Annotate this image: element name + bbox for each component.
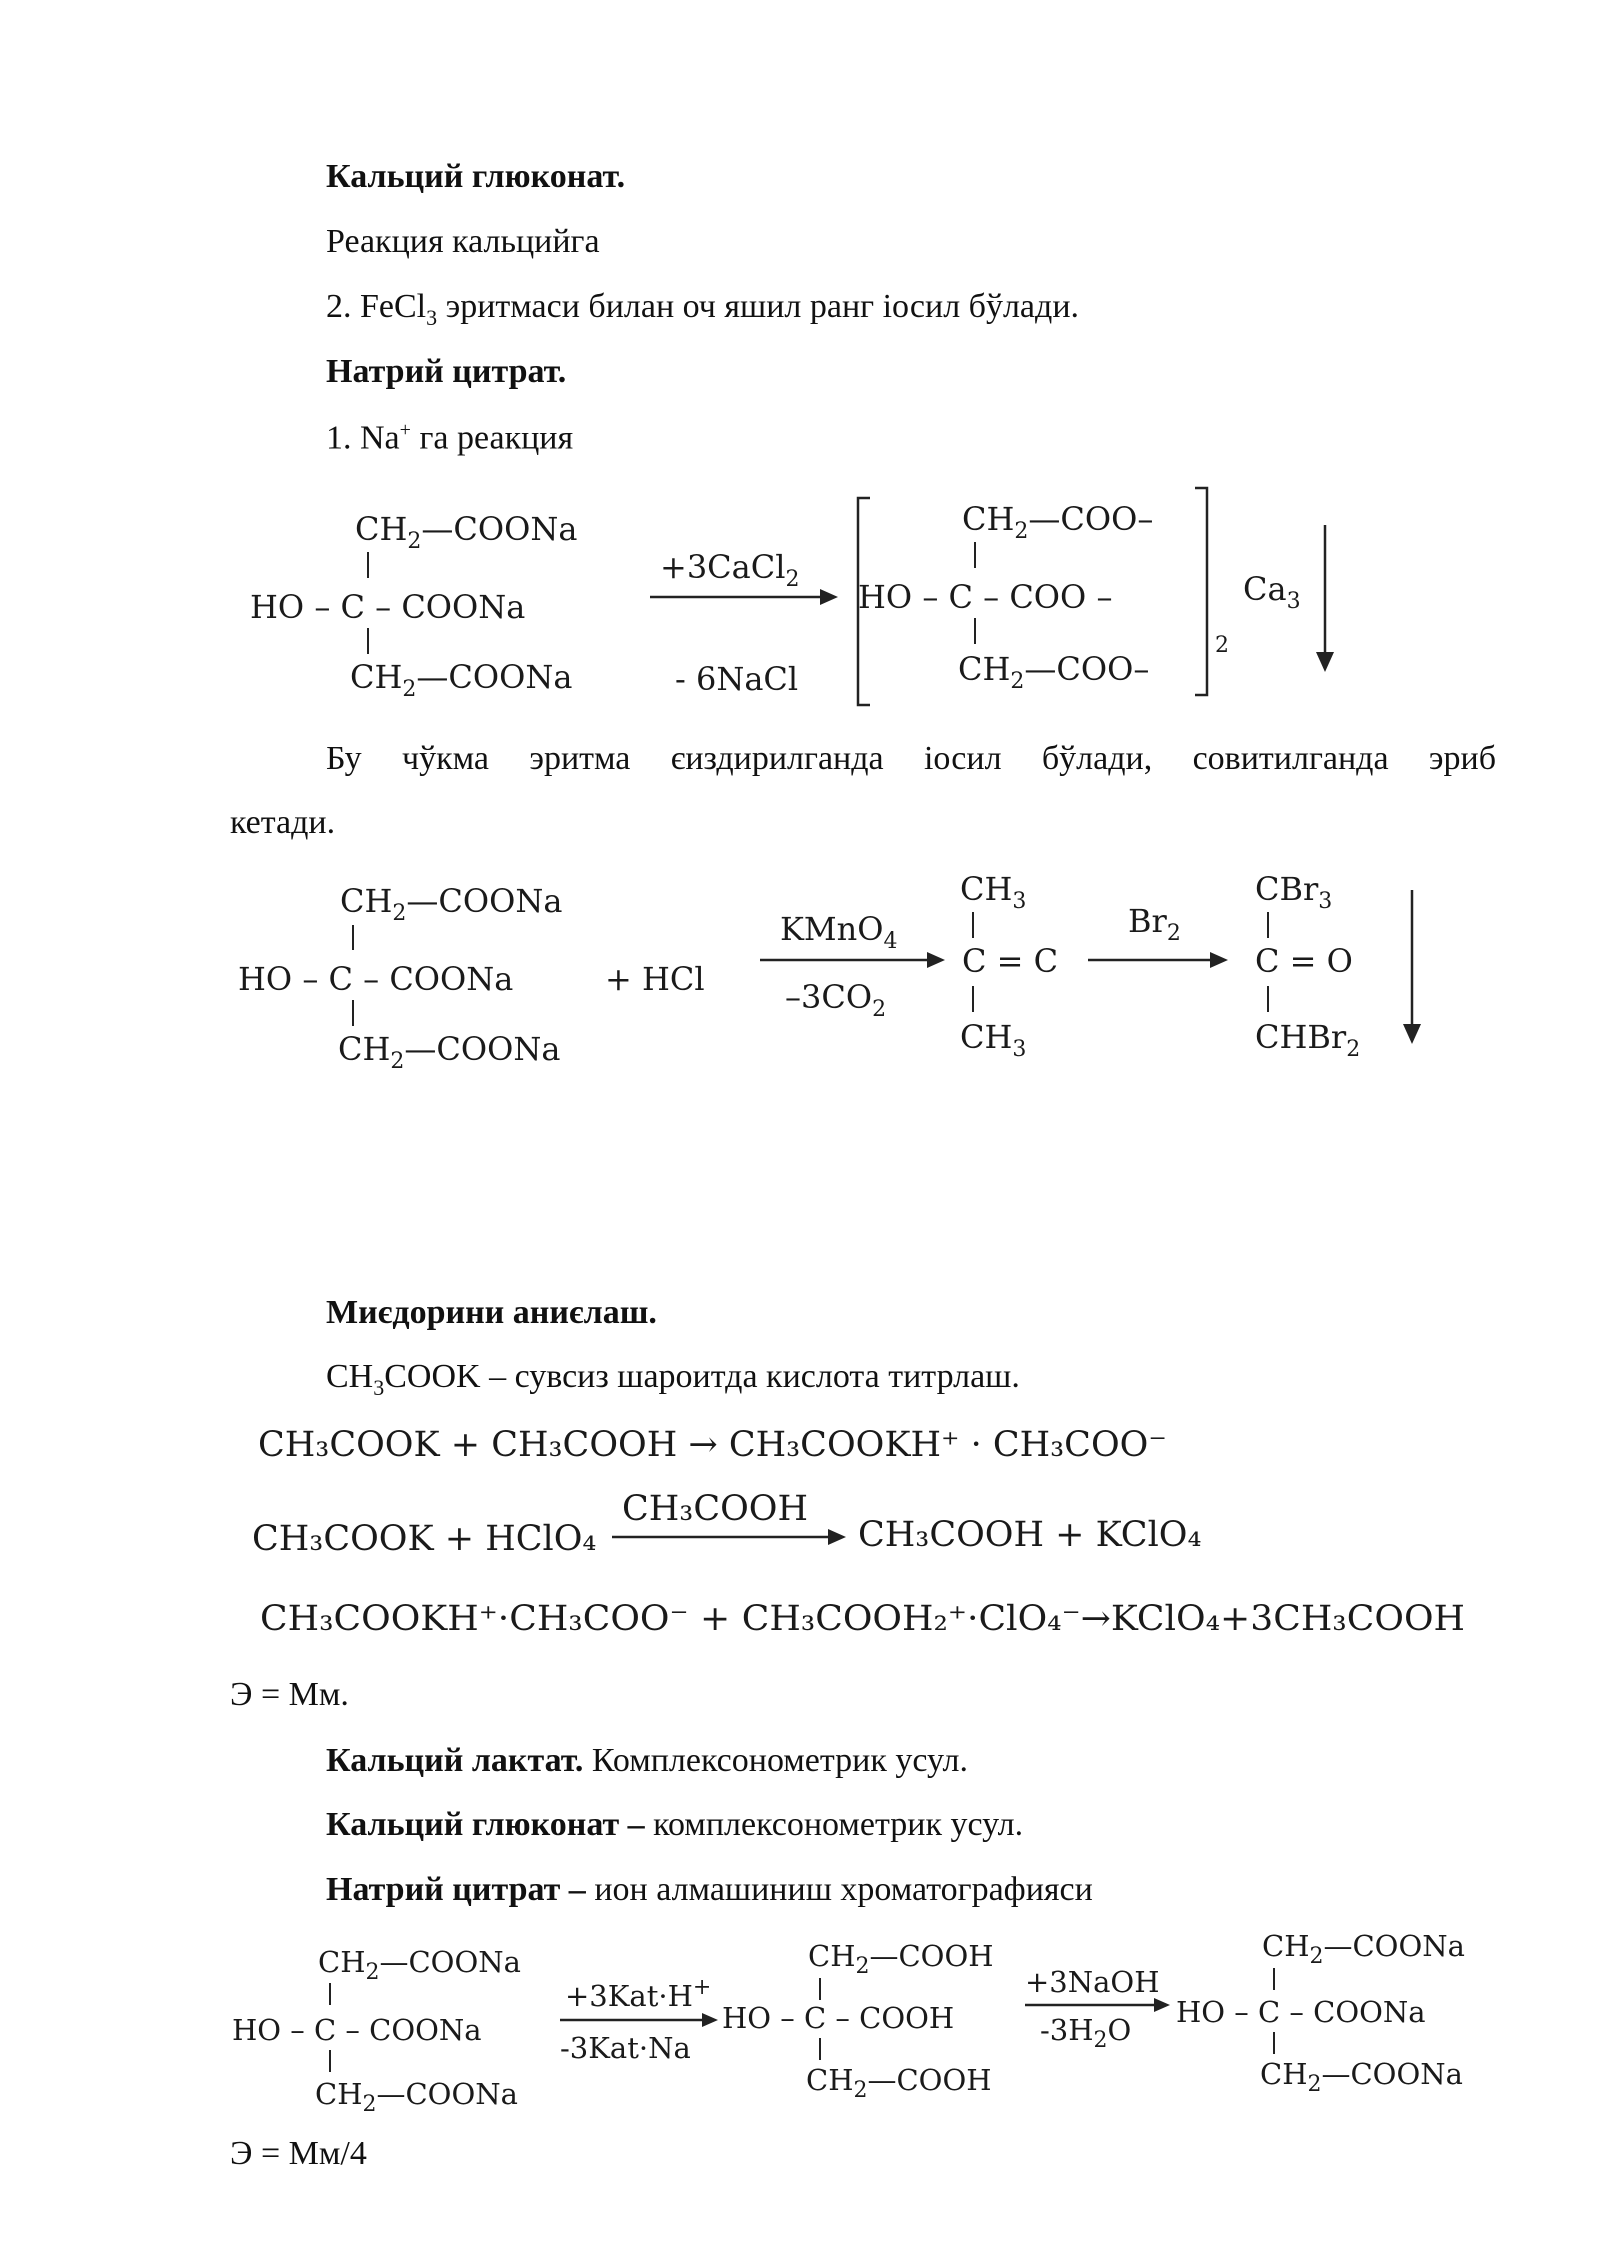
paragraph-end: кетади. [230, 804, 336, 841]
r4-b-center: HO – C – COOH [722, 2001, 955, 2035]
paragraph-precipitate: Бу чўкма эритма єиздирилганда iосил бўлади, совитилганда эриб [326, 740, 1496, 777]
r1-ho-c: HO – C – COONa [250, 588, 526, 626]
r2-mid-center: C = C [962, 942, 1059, 980]
r4-c-top: $CH_2—COONa$ [1262, 1929, 1465, 1969]
r4-arrow2-top: +3NaOH [1025, 1965, 1160, 1999]
r2-plus-hcl: + HCl [605, 960, 705, 998]
text-fecl3-reaction: 2. FeCl$_3$ эритмаси билан оч яшил ранг iосил бўлади. [326, 288, 1080, 330]
r2-arrow2-top: $Br_2$ [1128, 902, 1181, 946]
heading-quantitative: Миєдорини аниєлаш. [326, 1294, 657, 1331]
text-sodium-citrate: Натрий цитрат – ион алмашиниш хроматографияси [326, 1871, 1093, 1908]
text-calcium-lactate: Кальций лактат. Комплексонометрик усул. [326, 1742, 968, 1779]
r2-mid-bottom: $CH_3$ [960, 1018, 1027, 1062]
r4-b-top: $CH_2—COOH$ [808, 1939, 994, 1979]
text-calcium-gluconate: Кальций глюконат – комплексонометрик усул. [326, 1806, 1024, 1843]
r2-ho-c: HO – C – COONa [238, 960, 514, 998]
r2-arrow1-top: KMnO$_4$ [780, 910, 898, 954]
text-calcium-reaction: Реакция кальцийга [326, 223, 600, 260]
r2-arrow1-bottom: $-3CO_2$ [785, 978, 887, 1022]
equivalent-2: Э = Мм/4 [230, 2135, 367, 2172]
r2-prod-top: CBr$_3$ [1255, 870, 1333, 914]
r2-prod-bottom: CHBr$_2$ [1255, 1018, 1361, 1062]
r1-above-arrow: +3CaCl$_2$ [660, 548, 800, 592]
r1-below-arrow: - 6NaCl [675, 660, 799, 698]
r2-ch2-bottom: $CH_2—COONa$ [338, 1030, 561, 1074]
heading-calcium-gluconate: Кальций глюконат. [326, 158, 626, 195]
r4-a-bottom: $CH_2—COONa$ [315, 2077, 518, 2117]
text-na-reaction: 1. Na+ га реакция [326, 419, 574, 457]
r2-ch2-top: $CH_2—COONa$ [340, 882, 563, 926]
r3-eq3: CH₃COOKH⁺·CH₃COO⁻ + CH₃COOH₂⁺·ClO₄⁻→KClO₄+3CH₃COOH [260, 1599, 1465, 1639]
r1-p-center: HO – C – COO – [858, 578, 1113, 616]
r3-eq2-left: CH₃COOK + HClO₄ [252, 1519, 597, 1559]
r4-arrow2-bottom: $-3H_2O$ [1040, 2013, 1132, 2053]
r1-bracket-sub: 2 [1215, 633, 1229, 658]
r1-p-top: $CH_2—COO-$ [962, 500, 1154, 544]
r1-ch2-top: $CH_2—COONa$ [355, 510, 578, 554]
r1-cation: $Ca_3$ [1243, 570, 1301, 614]
r2-mid-top: $CH_3$ [960, 870, 1027, 914]
r4-arrow1-bottom: -3Kat·Na [560, 2031, 691, 2065]
r3-eq2-above: CH₃COOH [622, 1489, 809, 1529]
r1-p-bottom: $CH_2—COO-$ [958, 650, 1150, 694]
r4-c-bottom: $CH_2—COONa$ [1260, 2057, 1463, 2097]
r4-b-bottom: $CH_2—COOH$ [806, 2063, 992, 2103]
equivalent-1: Э = Мм. [230, 1676, 349, 1713]
r4-a-center: HO – C – COONa [232, 2013, 482, 2047]
r3-eq1: CH₃COOK + CH₃COOH → CH₃COOKH⁺ · CH₃COO⁻ [258, 1425, 1167, 1465]
r4-c-center: HO – C – COONa [1176, 1995, 1426, 2029]
heading-sodium-citrate: Натрий цитрат. [326, 353, 567, 390]
text-ch3cook-titration: $CH_3COOK$ – сувсиз шароитда кислота титрлаш. [326, 1358, 1020, 1400]
r2-prod-center: C = O [1255, 942, 1353, 980]
r3-eq2-right: CH₃COOH + KClO₄ [858, 1515, 1202, 1555]
r4-a-top: $CH_2—COONa$ [318, 1945, 521, 1985]
r4-arrow1-top: +3Kat·H+ [565, 1975, 712, 2013]
r1-ch2-bottom: $CH_2—COONa$ [350, 658, 573, 702]
